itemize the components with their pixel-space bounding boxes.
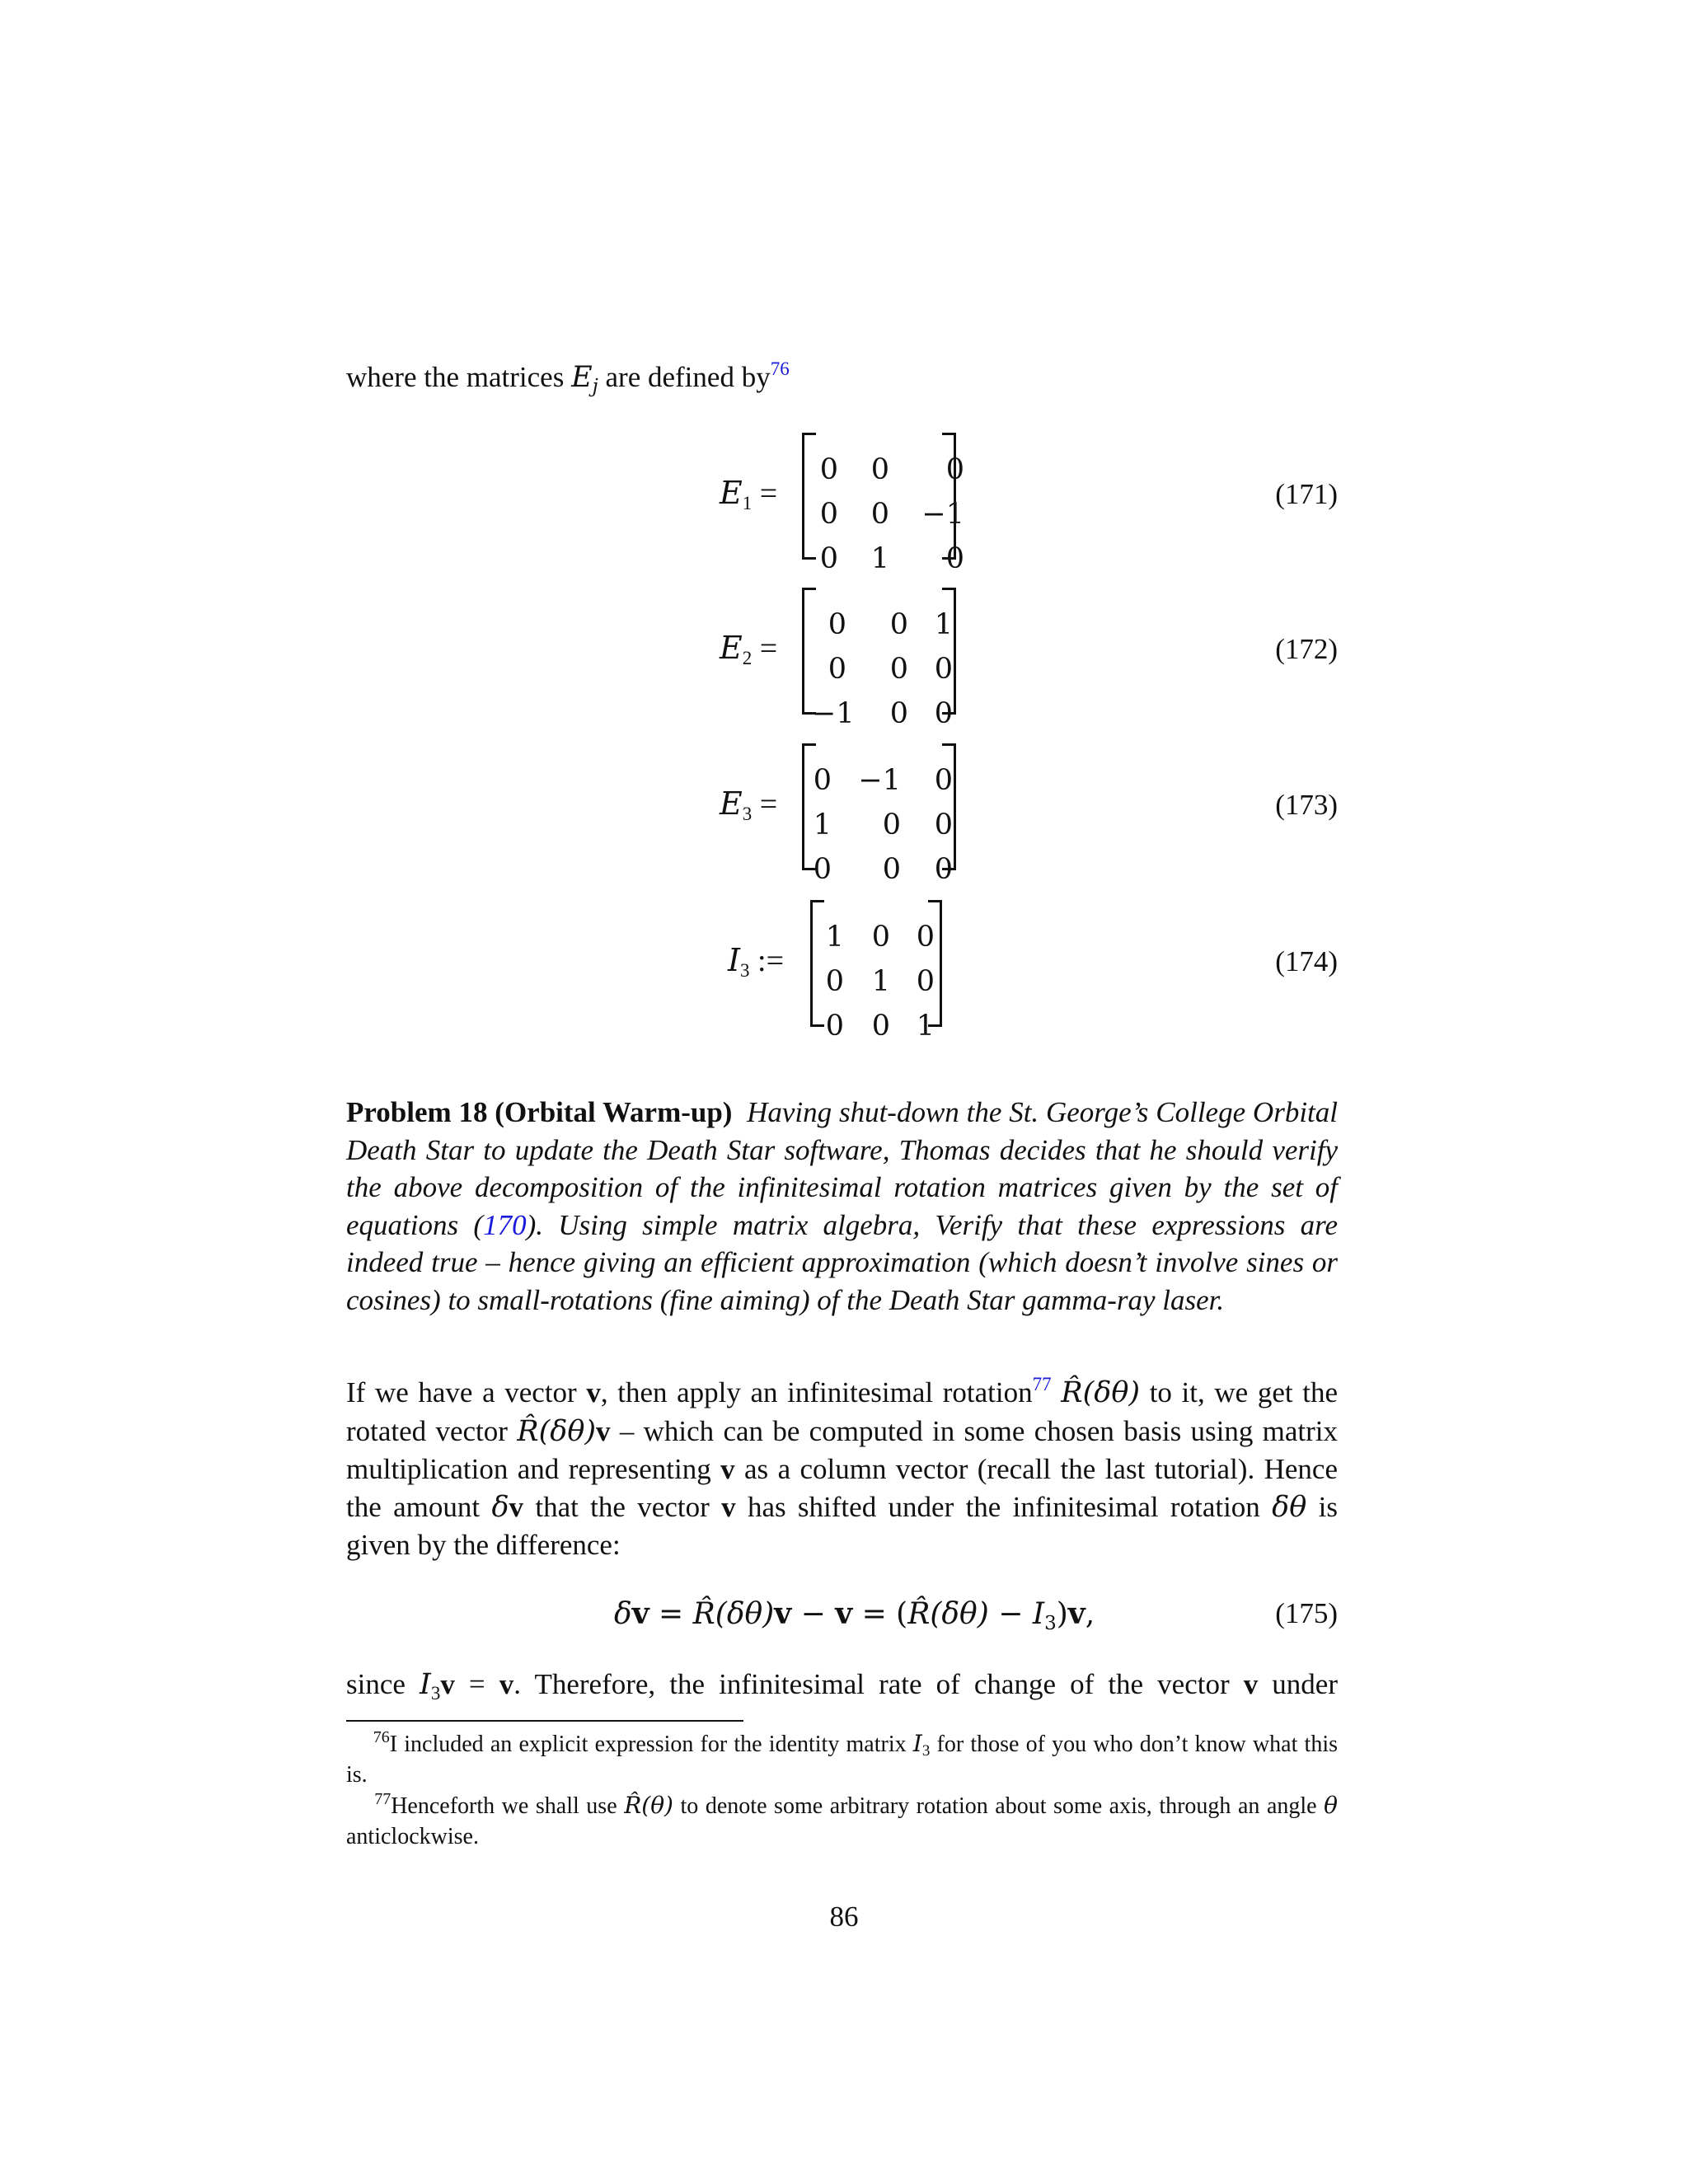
equation-171 xyxy=(0,433,1688,575)
equation-172 xyxy=(0,588,1688,730)
equation-lhs: $E_3$ = xyxy=(720,785,778,824)
matrix-i3 xyxy=(816,915,935,1048)
matrix-e3 xyxy=(812,758,953,892)
equation-lhs: $I_3$ := xyxy=(728,942,785,981)
intro-line xyxy=(346,359,1335,397)
matrix-cell: 0 xyxy=(828,653,846,686)
equation-lhs: $E_1$ = xyxy=(720,475,778,513)
matrix-cell: 0 xyxy=(871,921,890,954)
matrix-cell: 1 xyxy=(916,1010,935,1043)
matrix-cell: 0 xyxy=(889,608,908,641)
matrix-cell: 0 xyxy=(813,764,832,797)
matrix-cell: 0 xyxy=(882,853,901,886)
equation-ref-170[interactable]: 170 xyxy=(483,1208,527,1241)
matrix-cell: −1 xyxy=(921,498,964,531)
equation-number: (172) xyxy=(1275,633,1338,665)
matrix-cell: 0 xyxy=(916,921,935,954)
matrix-cell: 0 xyxy=(934,808,953,841)
matrix-cell: 0 xyxy=(819,498,838,531)
matrix-cell: 0 xyxy=(934,697,953,730)
since-line: since $I_3v = v$. Therefore, the infinitesimal rate of change of the vector v under xyxy=(346,1668,1338,1704)
equation-number: (174) xyxy=(1275,945,1338,977)
equation-number: (171) xyxy=(1275,478,1338,510)
equation-173 xyxy=(0,743,1688,886)
matrix-cell: 1 xyxy=(825,921,844,954)
matrix-cell: 0 xyxy=(825,1010,844,1043)
matrix-bracket-right xyxy=(928,900,942,1027)
matrix-cell: 1 xyxy=(934,608,953,641)
equation-175: δv = R̂(δθ)v − v = (R̂(δθ) − $I_3)v$, xyxy=(614,1596,1095,1634)
matrix-cell: 0 xyxy=(945,542,964,575)
matrix-cell: 0 xyxy=(889,697,908,730)
equation-174 xyxy=(0,900,1688,1043)
equation-lhs: $E_2$ = xyxy=(720,630,778,668)
matrix-cell: 0 xyxy=(934,653,953,686)
matrix-cell: 0 xyxy=(916,965,935,998)
footnote-divider xyxy=(346,1720,743,1722)
problem-text-1: Having shut-down the St. George’s College Orbital Death Star to update the Death Star software, Thomas decides that he should verify the above decomposition of the infinitesimal rotation matrices given by the set of equations ( xyxy=(346,1096,1338,1241)
footnote-76: $^{76}$I included an explicit expression for the identity matrix $I_3$ for those of you who don’t know what this is. xyxy=(346,1728,1339,1788)
footnote-77: $^{77}$Henceforth we shall use R̂(θ) to denote some arbitrary rotation about some axis, through an angle θ anticlockwise. xyxy=(346,1790,1338,1849)
matrix-cell: 0 xyxy=(819,542,838,575)
matrix-cell: 1 xyxy=(813,808,832,841)
matrix-cell: 0 xyxy=(889,653,908,686)
matrix-bracket-right xyxy=(942,743,956,870)
intro-before: where the matrices xyxy=(346,361,565,393)
matrix-cell: 0 xyxy=(934,764,953,797)
problem-block xyxy=(346,1094,1338,1319)
matrix-cell: 0 xyxy=(934,853,953,886)
matrix-cell: −1 xyxy=(858,764,901,797)
problem-title: Problem 18 (Orbital Warm-up) xyxy=(346,1096,733,1128)
matrix-cell: 0 xyxy=(871,1010,890,1043)
footnote-ref-76[interactable]: 76 xyxy=(770,359,790,379)
footnote-ref-77[interactable]: 77 xyxy=(1032,1374,1052,1394)
matrix-cell: 0 xyxy=(945,453,964,486)
matrix-cell: 0 xyxy=(870,498,889,531)
intro-symbol: $E_j$ xyxy=(571,361,598,397)
matrix-cell: 1 xyxy=(871,965,890,998)
problem-text-2: ). Using simple matrix algebra, Verify that these expressions are indeed true – hence giving an efficient approximation (which doesn’t involve sines or cosines) to small-rotations (fine aiming) of the Death Star gamma-ray laser. xyxy=(346,1208,1338,1316)
equation-number: (175) xyxy=(1275,1597,1338,1629)
matrix-cell: 0 xyxy=(819,453,838,486)
matrix-bracket-right xyxy=(942,433,956,560)
matrix-cell: 0 xyxy=(813,853,832,886)
matrix-cell: −1 xyxy=(812,697,855,730)
matrix-cell: 0 xyxy=(825,965,844,998)
equation-number: (173) xyxy=(1275,789,1338,821)
page-number: 86 xyxy=(829,1900,859,1933)
matrix-cell: 1 xyxy=(870,542,889,575)
matrix-cell: 0 xyxy=(828,608,846,641)
matrix-cell: 0 xyxy=(882,808,901,841)
intro-after: are defined by xyxy=(605,361,771,393)
rotation-paragraph: If we have a vector v, then apply an infinitesimal rotation$^{77}$ R̂(δθ) to it, we get the rotated vector R̂(δθ)v – which can be computed in some chosen basis using matrix multiplication and representing v as a column vector (recall the last tutorial). Hence the amount δv that the vector v has shifted under the infinitesimal rotation δθ is given by the difference: xyxy=(346,1374,1338,1562)
matrix-bracket-right xyxy=(942,588,956,715)
matrix-e2 xyxy=(812,602,953,736)
matrix-cell: 0 xyxy=(870,453,889,486)
